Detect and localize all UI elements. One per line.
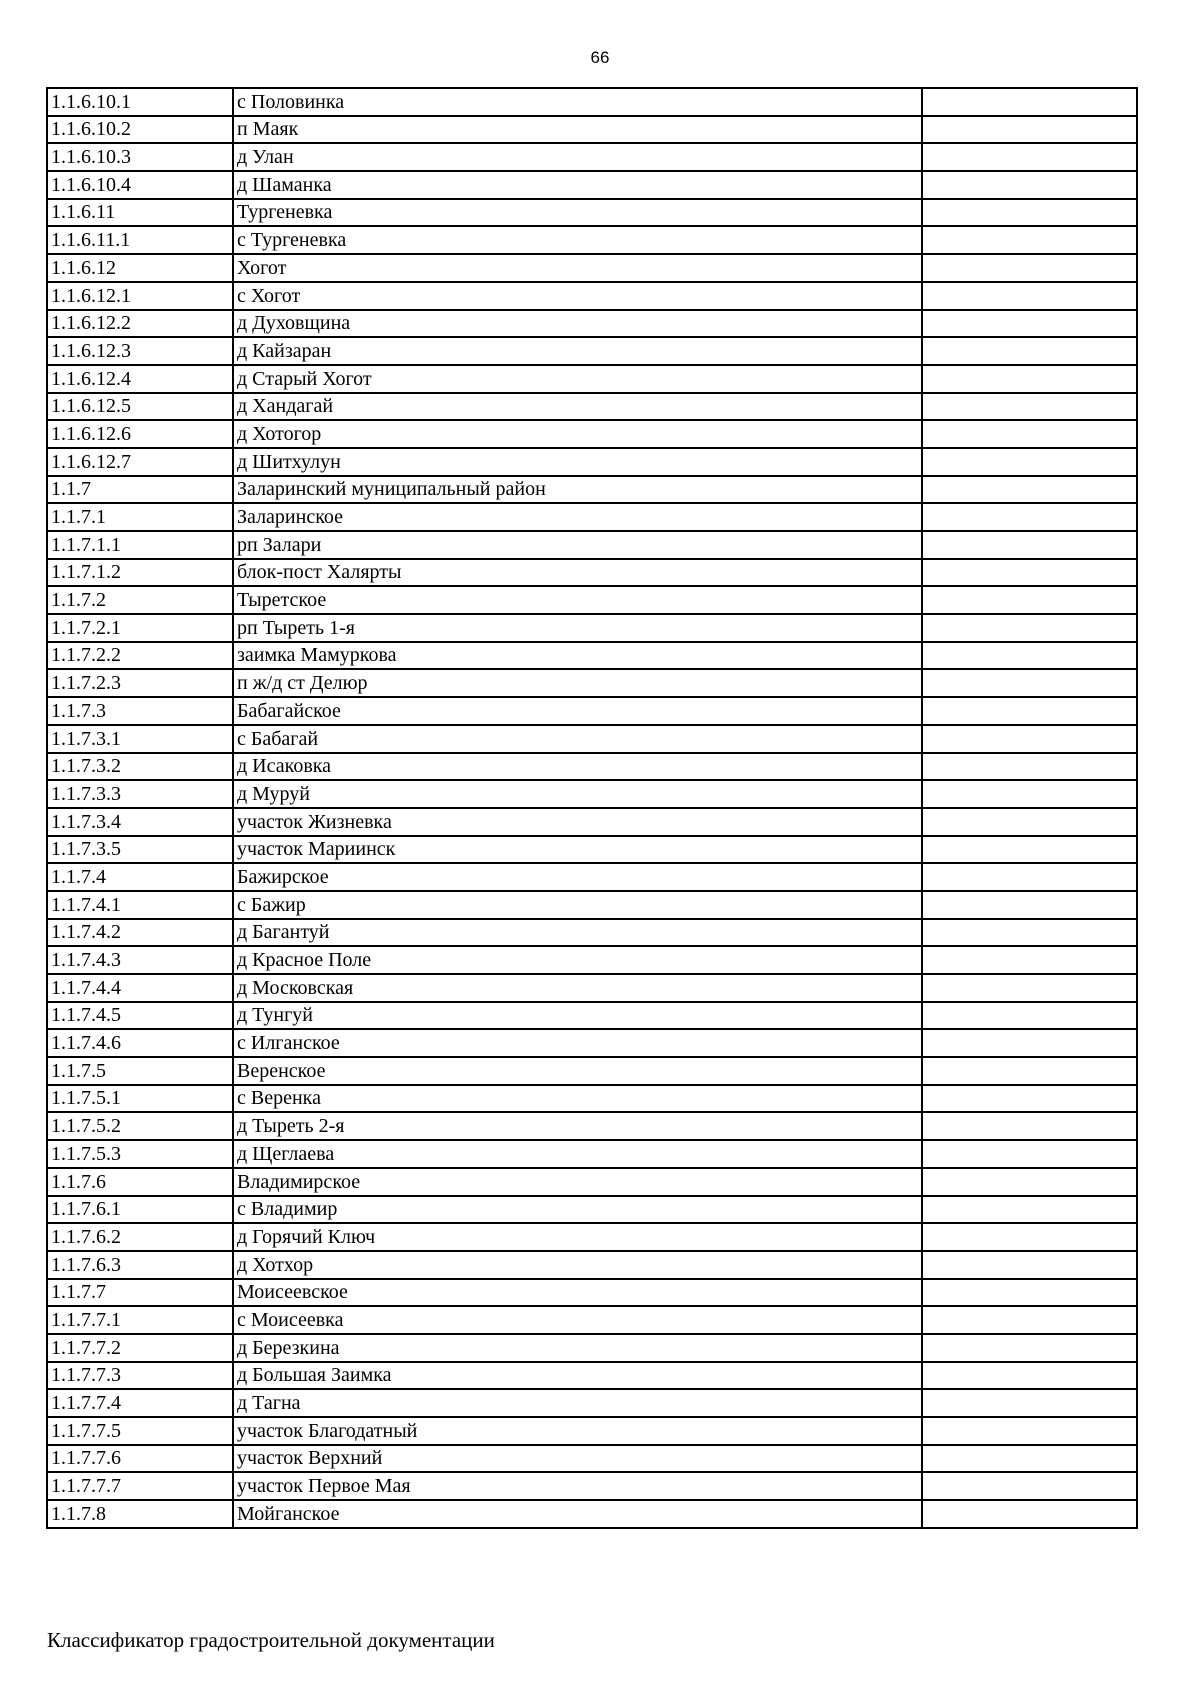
code-cell: 1.1.7.2.1: [47, 614, 233, 642]
table-row: [47, 1362, 1137, 1390]
table-row: [47, 531, 1137, 559]
table-row: [47, 725, 1137, 753]
code-cell: 1.1.7: [47, 476, 233, 504]
table-row: [47, 1112, 1137, 1140]
name-cell: д Муруй: [233, 780, 922, 808]
name-cell: Владимирское: [233, 1168, 922, 1196]
code-cell: 1.1.7.2.3: [47, 669, 233, 697]
code-cell: 1.1.7.4.3: [47, 946, 233, 974]
table-row: [47, 946, 1137, 974]
extra-cell: [922, 1306, 1137, 1334]
extra-cell: [922, 669, 1137, 697]
extra-cell: [922, 1112, 1137, 1140]
extra-cell: [922, 1500, 1137, 1528]
name-cell: д Тунгуй: [233, 1002, 922, 1030]
table-row: [47, 753, 1137, 781]
name-cell: Мойганское: [233, 1500, 922, 1528]
table-row: [47, 1196, 1137, 1224]
table-row: [47, 1251, 1137, 1279]
name-cell: участок Благодатный: [233, 1417, 922, 1445]
name-cell: с Половинка: [233, 88, 922, 116]
code-cell: 1.1.7.5: [47, 1057, 233, 1085]
extra-cell: [922, 1279, 1137, 1307]
name-cell: рп Залари: [233, 531, 922, 559]
table-row: [47, 1306, 1137, 1334]
name-cell: д Тагна: [233, 1389, 922, 1417]
name-cell: д Березкина: [233, 1334, 922, 1362]
extra-cell: [922, 476, 1137, 504]
name-cell: Веренское: [233, 1057, 922, 1085]
name-cell: д Старый Хогот: [233, 365, 922, 393]
table-row: [47, 420, 1137, 448]
page-number: 66: [590, 48, 610, 67]
extra-cell: [922, 1417, 1137, 1445]
name-cell: рп Тыреть 1-я: [233, 614, 922, 642]
table-row: [47, 448, 1137, 476]
table-row: [47, 863, 1137, 891]
extra-cell: [922, 614, 1137, 642]
extra-cell: [922, 199, 1137, 227]
table-row: [47, 1223, 1137, 1251]
code-cell: 1.1.6.10.3: [47, 143, 233, 171]
code-cell: 1.1.7.6.3: [47, 1251, 233, 1279]
name-cell: Моисеевское: [233, 1279, 922, 1307]
name-cell: с Илганское: [233, 1029, 922, 1057]
table-row: [47, 116, 1137, 144]
name-cell: с Хогот: [233, 282, 922, 310]
name-cell: д Шаманка: [233, 171, 922, 199]
code-cell: 1.1.7.5.3: [47, 1140, 233, 1168]
table-row: [47, 1472, 1137, 1500]
code-cell: 1.1.6.12.7: [47, 448, 233, 476]
code-cell: 1.1.7.8: [47, 1500, 233, 1528]
extra-cell: [922, 1168, 1137, 1196]
extra-cell: [922, 891, 1137, 919]
name-cell: д Шитхулун: [233, 448, 922, 476]
extra-cell: [922, 88, 1137, 116]
table-row: [47, 1002, 1137, 1030]
code-cell: 1.1.7.1: [47, 503, 233, 531]
code-cell: 1.1.7.5.1: [47, 1085, 233, 1113]
table-row: [47, 143, 1137, 171]
table-row: [47, 1500, 1137, 1528]
code-cell: 1.1.7.7.6: [47, 1445, 233, 1473]
code-cell: 1.1.7.4.6: [47, 1029, 233, 1057]
table-row: [47, 393, 1137, 421]
name-cell: с Бажир: [233, 891, 922, 919]
table-row: [47, 808, 1137, 836]
code-cell: 1.1.7.7.1: [47, 1306, 233, 1334]
name-cell: п ж/д ст Делюр: [233, 669, 922, 697]
code-cell: 1.1.6.12.6: [47, 420, 233, 448]
code-cell: 1.1.7.1.2: [47, 559, 233, 587]
code-cell: 1.1.6.10.4: [47, 171, 233, 199]
name-cell: д Щеглаева: [233, 1140, 922, 1168]
table-row: [47, 780, 1137, 808]
name-cell: участок Первое Мая: [233, 1472, 922, 1500]
table-row: [47, 836, 1137, 864]
name-cell: д Горячий Ключ: [233, 1223, 922, 1251]
name-cell: Заларинский муниципальный район: [233, 476, 922, 504]
code-cell: 1.1.7.4.5: [47, 1002, 233, 1030]
code-cell: 1.1.7.3.1: [47, 725, 233, 753]
extra-cell: [922, 337, 1137, 365]
table-row: [47, 337, 1137, 365]
code-cell: 1.1.7.6.2: [47, 1223, 233, 1251]
table-row: [47, 919, 1137, 947]
name-cell: Заларинское: [233, 503, 922, 531]
table-row: [47, 365, 1137, 393]
extra-cell: [922, 1223, 1137, 1251]
extra-cell: [922, 863, 1137, 891]
name-cell: участок Жизневка: [233, 808, 922, 836]
extra-cell: [922, 310, 1137, 338]
table-row: [47, 254, 1137, 282]
extra-cell: [922, 254, 1137, 282]
extra-cell: [922, 836, 1137, 864]
table-row: [47, 1417, 1137, 1445]
name-cell: участок Верхний: [233, 1445, 922, 1473]
code-cell: 1.1.7.3: [47, 697, 233, 725]
extra-cell: [922, 226, 1137, 254]
document-footer: Классификатор градостроительной документации: [47, 1628, 495, 1652]
extra-cell: [922, 919, 1137, 947]
extra-cell: [922, 503, 1137, 531]
name-cell: д Багантуй: [233, 919, 922, 947]
table-row: [47, 697, 1137, 725]
table-row: [47, 476, 1137, 504]
code-cell: 1.1.7.3.5: [47, 836, 233, 864]
name-cell: Хогот: [233, 254, 922, 282]
code-cell: 1.1.7.7.2: [47, 1334, 233, 1362]
table-body: [47, 88, 1137, 1528]
table-row: [47, 669, 1137, 697]
table-row: [47, 614, 1137, 642]
table-row: [47, 891, 1137, 919]
table-row: [47, 503, 1137, 531]
table-row: [47, 282, 1137, 310]
extra-cell: [922, 1029, 1137, 1057]
table-row: [47, 1085, 1137, 1113]
name-cell: д Хотхор: [233, 1251, 922, 1279]
code-cell: 1.1.7.6.1: [47, 1196, 233, 1224]
code-cell: 1.1.7.4.2: [47, 919, 233, 947]
name-cell: Бажирское: [233, 863, 922, 891]
name-cell: Тургеневка: [233, 199, 922, 227]
table-row: [47, 642, 1137, 670]
table-row: [47, 171, 1137, 199]
code-cell: 1.1.7.4.1: [47, 891, 233, 919]
extra-cell: [922, 946, 1137, 974]
extra-cell: [922, 1057, 1137, 1085]
name-cell: Тыретское: [233, 586, 922, 614]
code-cell: 1.1.7.7: [47, 1279, 233, 1307]
extra-cell: [922, 448, 1137, 476]
table-row: [47, 1057, 1137, 1085]
name-cell: с Бабагай: [233, 725, 922, 753]
code-cell: 1.1.7.1.1: [47, 531, 233, 559]
code-cell: 1.1.6.12.2: [47, 310, 233, 338]
name-cell: с Тургеневка: [233, 226, 922, 254]
extra-cell: [922, 171, 1137, 199]
name-cell: заимка Мамуркова: [233, 642, 922, 670]
extra-cell: [922, 1002, 1137, 1030]
code-cell: 1.1.7.7.5: [47, 1417, 233, 1445]
name-cell: д Красное Поле: [233, 946, 922, 974]
table-row: [47, 1445, 1137, 1473]
table-row: [47, 310, 1137, 338]
code-cell: 1.1.7.3.2: [47, 753, 233, 781]
code-cell: 1.1.7.3.4: [47, 808, 233, 836]
extra-cell: [922, 753, 1137, 781]
extra-cell: [922, 282, 1137, 310]
name-cell: д Духовщина: [233, 310, 922, 338]
extra-cell: [922, 393, 1137, 421]
name-cell: д Исаковка: [233, 753, 922, 781]
code-cell: 1.1.7.7.4: [47, 1389, 233, 1417]
table-row: [47, 1279, 1137, 1307]
code-cell: 1.1.7.7.7: [47, 1472, 233, 1500]
code-cell: 1.1.7.2: [47, 586, 233, 614]
extra-cell: [922, 1445, 1137, 1473]
extra-cell: [922, 1085, 1137, 1113]
name-cell: с Веренка: [233, 1085, 922, 1113]
code-cell: 1.1.6.10.1: [47, 88, 233, 116]
name-cell: д Улан: [233, 143, 922, 171]
extra-cell: [922, 697, 1137, 725]
name-cell: с Владимир: [233, 1196, 922, 1224]
name-cell: Бабагайское: [233, 697, 922, 725]
extra-cell: [922, 808, 1137, 836]
extra-cell: [922, 116, 1137, 144]
extra-cell: [922, 559, 1137, 587]
extra-cell: [922, 1362, 1137, 1390]
name-cell: д Кайзаран: [233, 337, 922, 365]
extra-cell: [922, 143, 1137, 171]
extra-cell: [922, 586, 1137, 614]
extra-cell: [922, 1251, 1137, 1279]
extra-cell: [922, 1389, 1137, 1417]
extra-cell: [922, 1334, 1137, 1362]
extra-cell: [922, 531, 1137, 559]
code-cell: 1.1.7.4: [47, 863, 233, 891]
name-cell: д Хандагай: [233, 393, 922, 421]
name-cell: д Большая Заимка: [233, 1362, 922, 1390]
code-cell: 1.1.6.12.4: [47, 365, 233, 393]
table-row: [47, 586, 1137, 614]
extra-cell: [922, 725, 1137, 753]
extra-cell: [922, 974, 1137, 1002]
name-cell: д Хотогор: [233, 420, 922, 448]
table-row: [47, 559, 1137, 587]
extra-cell: [922, 1196, 1137, 1224]
code-cell: 1.1.7.7.3: [47, 1362, 233, 1390]
table-row: [47, 226, 1137, 254]
extra-cell: [922, 1472, 1137, 1500]
name-cell: д Московская: [233, 974, 922, 1002]
code-cell: 1.1.7.6: [47, 1168, 233, 1196]
table-row: [47, 974, 1137, 1002]
extra-cell: [922, 365, 1137, 393]
code-cell: 1.1.7.2.2: [47, 642, 233, 670]
name-cell: д Тыреть 2-я: [233, 1112, 922, 1140]
table-row: [47, 1168, 1137, 1196]
extra-cell: [922, 1140, 1137, 1168]
name-cell: с Моисеевка: [233, 1306, 922, 1334]
code-cell: 1.1.6.12.1: [47, 282, 233, 310]
table-row: [47, 1140, 1137, 1168]
code-cell: 1.1.7.5.2: [47, 1112, 233, 1140]
code-cell: 1.1.6.12.5: [47, 393, 233, 421]
table-row: [47, 1029, 1137, 1057]
name-cell: блок-пост Халярты: [233, 559, 922, 587]
table-row: [47, 199, 1137, 227]
code-cell: 1.1.7.4.4: [47, 974, 233, 1002]
name-cell: участок Мариинск: [233, 836, 922, 864]
code-cell: 1.1.7.3.3: [47, 780, 233, 808]
table-row: [47, 88, 1137, 116]
name-cell: п Маяк: [233, 116, 922, 144]
extra-cell: [922, 642, 1137, 670]
code-cell: 1.1.6.10.2: [47, 116, 233, 144]
code-cell: 1.1.6.11: [47, 199, 233, 227]
table-row: [47, 1334, 1137, 1362]
code-cell: 1.1.6.12: [47, 254, 233, 282]
code-cell: 1.1.6.11.1: [47, 226, 233, 254]
classifier-table: [46, 87, 1138, 1529]
extra-cell: [922, 780, 1137, 808]
table-row: [47, 1389, 1137, 1417]
extra-cell: [922, 420, 1137, 448]
code-cell: 1.1.6.12.3: [47, 337, 233, 365]
